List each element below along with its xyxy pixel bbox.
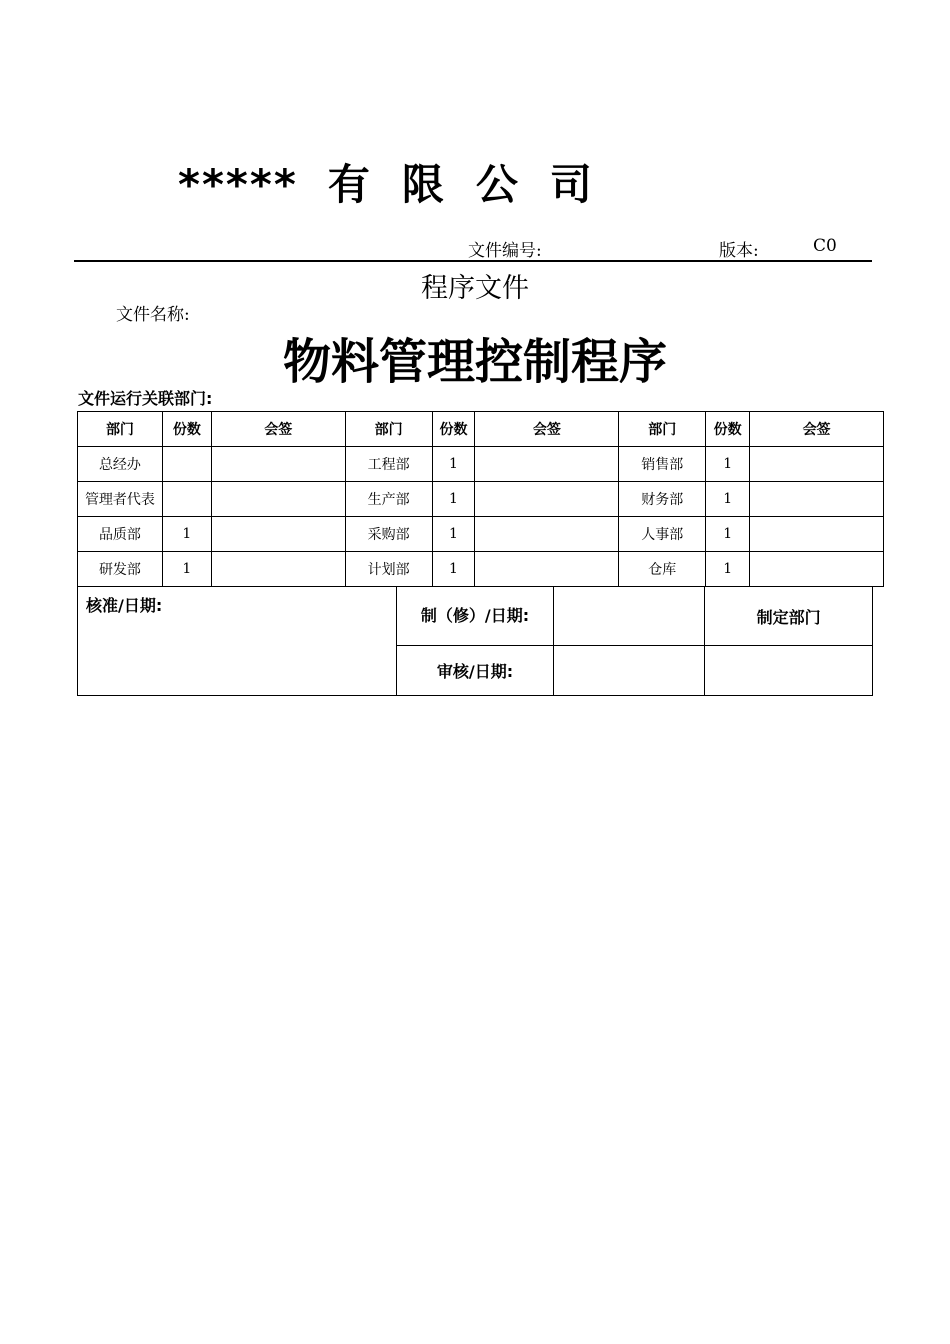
review-date-label: 审核/日期: xyxy=(396,646,554,696)
signature-cell xyxy=(475,517,619,552)
column-header: 部门 xyxy=(619,412,706,447)
signature-cell xyxy=(475,447,619,482)
column-header: 会签 xyxy=(211,412,345,447)
approval-table xyxy=(77,586,873,696)
table-header-row xyxy=(78,412,884,447)
dept-cell: 采购部 xyxy=(345,517,432,552)
approval-row xyxy=(78,587,873,646)
dept-cell: 工程部 xyxy=(345,447,432,482)
company-name-word: 公 xyxy=(475,160,520,209)
signature-cell xyxy=(750,482,884,517)
copies-cell: 1 xyxy=(706,447,750,482)
review-date-value xyxy=(554,646,705,696)
column-header: 会签 xyxy=(750,412,884,447)
column-header: 部门 xyxy=(345,412,432,447)
copies-cell: 1 xyxy=(162,517,211,552)
dept-cell: 计划部 xyxy=(345,552,432,587)
company-name-word: 司 xyxy=(549,160,594,209)
dept-cell: 仓库 xyxy=(619,552,706,587)
signature-cell xyxy=(211,552,345,587)
drafting-department-label: 制定部门 xyxy=(705,587,873,646)
company-name-word: ***** xyxy=(178,160,298,209)
document-name-label: 文件名称: xyxy=(116,305,190,325)
made-revised-date-value xyxy=(554,587,705,646)
copies-cell: 1 xyxy=(706,552,750,587)
signature-cell xyxy=(750,447,884,482)
signature-cell xyxy=(211,517,345,552)
copies-cell: 1 xyxy=(706,482,750,517)
doc-number-label: 文件编号: xyxy=(468,241,542,261)
column-header: 会签 xyxy=(475,412,619,447)
copies-cell: 1 xyxy=(706,517,750,552)
signature-cell xyxy=(750,552,884,587)
dept-cell: 品质部 xyxy=(78,517,163,552)
signature-cell xyxy=(750,517,884,552)
dept-cell: 研发部 xyxy=(78,552,163,587)
department-distribution-table xyxy=(77,411,884,587)
related-departments-label: 文件运行关联部门: xyxy=(78,389,213,408)
document-title: 物料管理控制程序 xyxy=(282,334,667,390)
copies-cell xyxy=(162,482,211,517)
column-header: 份数 xyxy=(706,412,750,447)
table-row xyxy=(78,447,884,482)
drafting-department-value xyxy=(705,646,873,696)
signature-cell xyxy=(475,482,619,517)
dept-cell: 销售部 xyxy=(619,447,706,482)
copies-cell: 1 xyxy=(432,447,475,482)
dept-cell: 财务部 xyxy=(619,482,706,517)
signature-cell xyxy=(211,447,345,482)
version-label: 版本: xyxy=(719,241,759,261)
company-name xyxy=(178,152,594,212)
table-row xyxy=(78,517,884,552)
copies-cell: 1 xyxy=(162,552,211,587)
signature-cell xyxy=(475,552,619,587)
column-header: 部门 xyxy=(78,412,163,447)
made-revised-date-label: 制（修）/日期: xyxy=(396,587,554,646)
dept-cell: 人事部 xyxy=(619,517,706,552)
company-name-word: 限 xyxy=(401,160,446,209)
copies-cell: 1 xyxy=(432,517,475,552)
header-divider xyxy=(74,260,872,262)
copies-cell: 1 xyxy=(432,552,475,587)
company-name-word: 有 xyxy=(327,160,372,209)
dept-cell: 管理者代表 xyxy=(78,482,163,517)
approve-date-cell: 核准/日期: xyxy=(78,587,397,696)
copies-cell xyxy=(162,447,211,482)
document-type: 程序文件 xyxy=(421,273,529,304)
dept-cell: 生产部 xyxy=(345,482,432,517)
table-row xyxy=(78,482,884,517)
column-header: 份数 xyxy=(162,412,211,447)
version-value: C0 xyxy=(813,236,837,256)
dept-cell: 总经办 xyxy=(78,447,163,482)
signature-cell xyxy=(211,482,345,517)
table-row xyxy=(78,552,884,587)
copies-cell: 1 xyxy=(432,482,475,517)
column-header: 份数 xyxy=(432,412,475,447)
